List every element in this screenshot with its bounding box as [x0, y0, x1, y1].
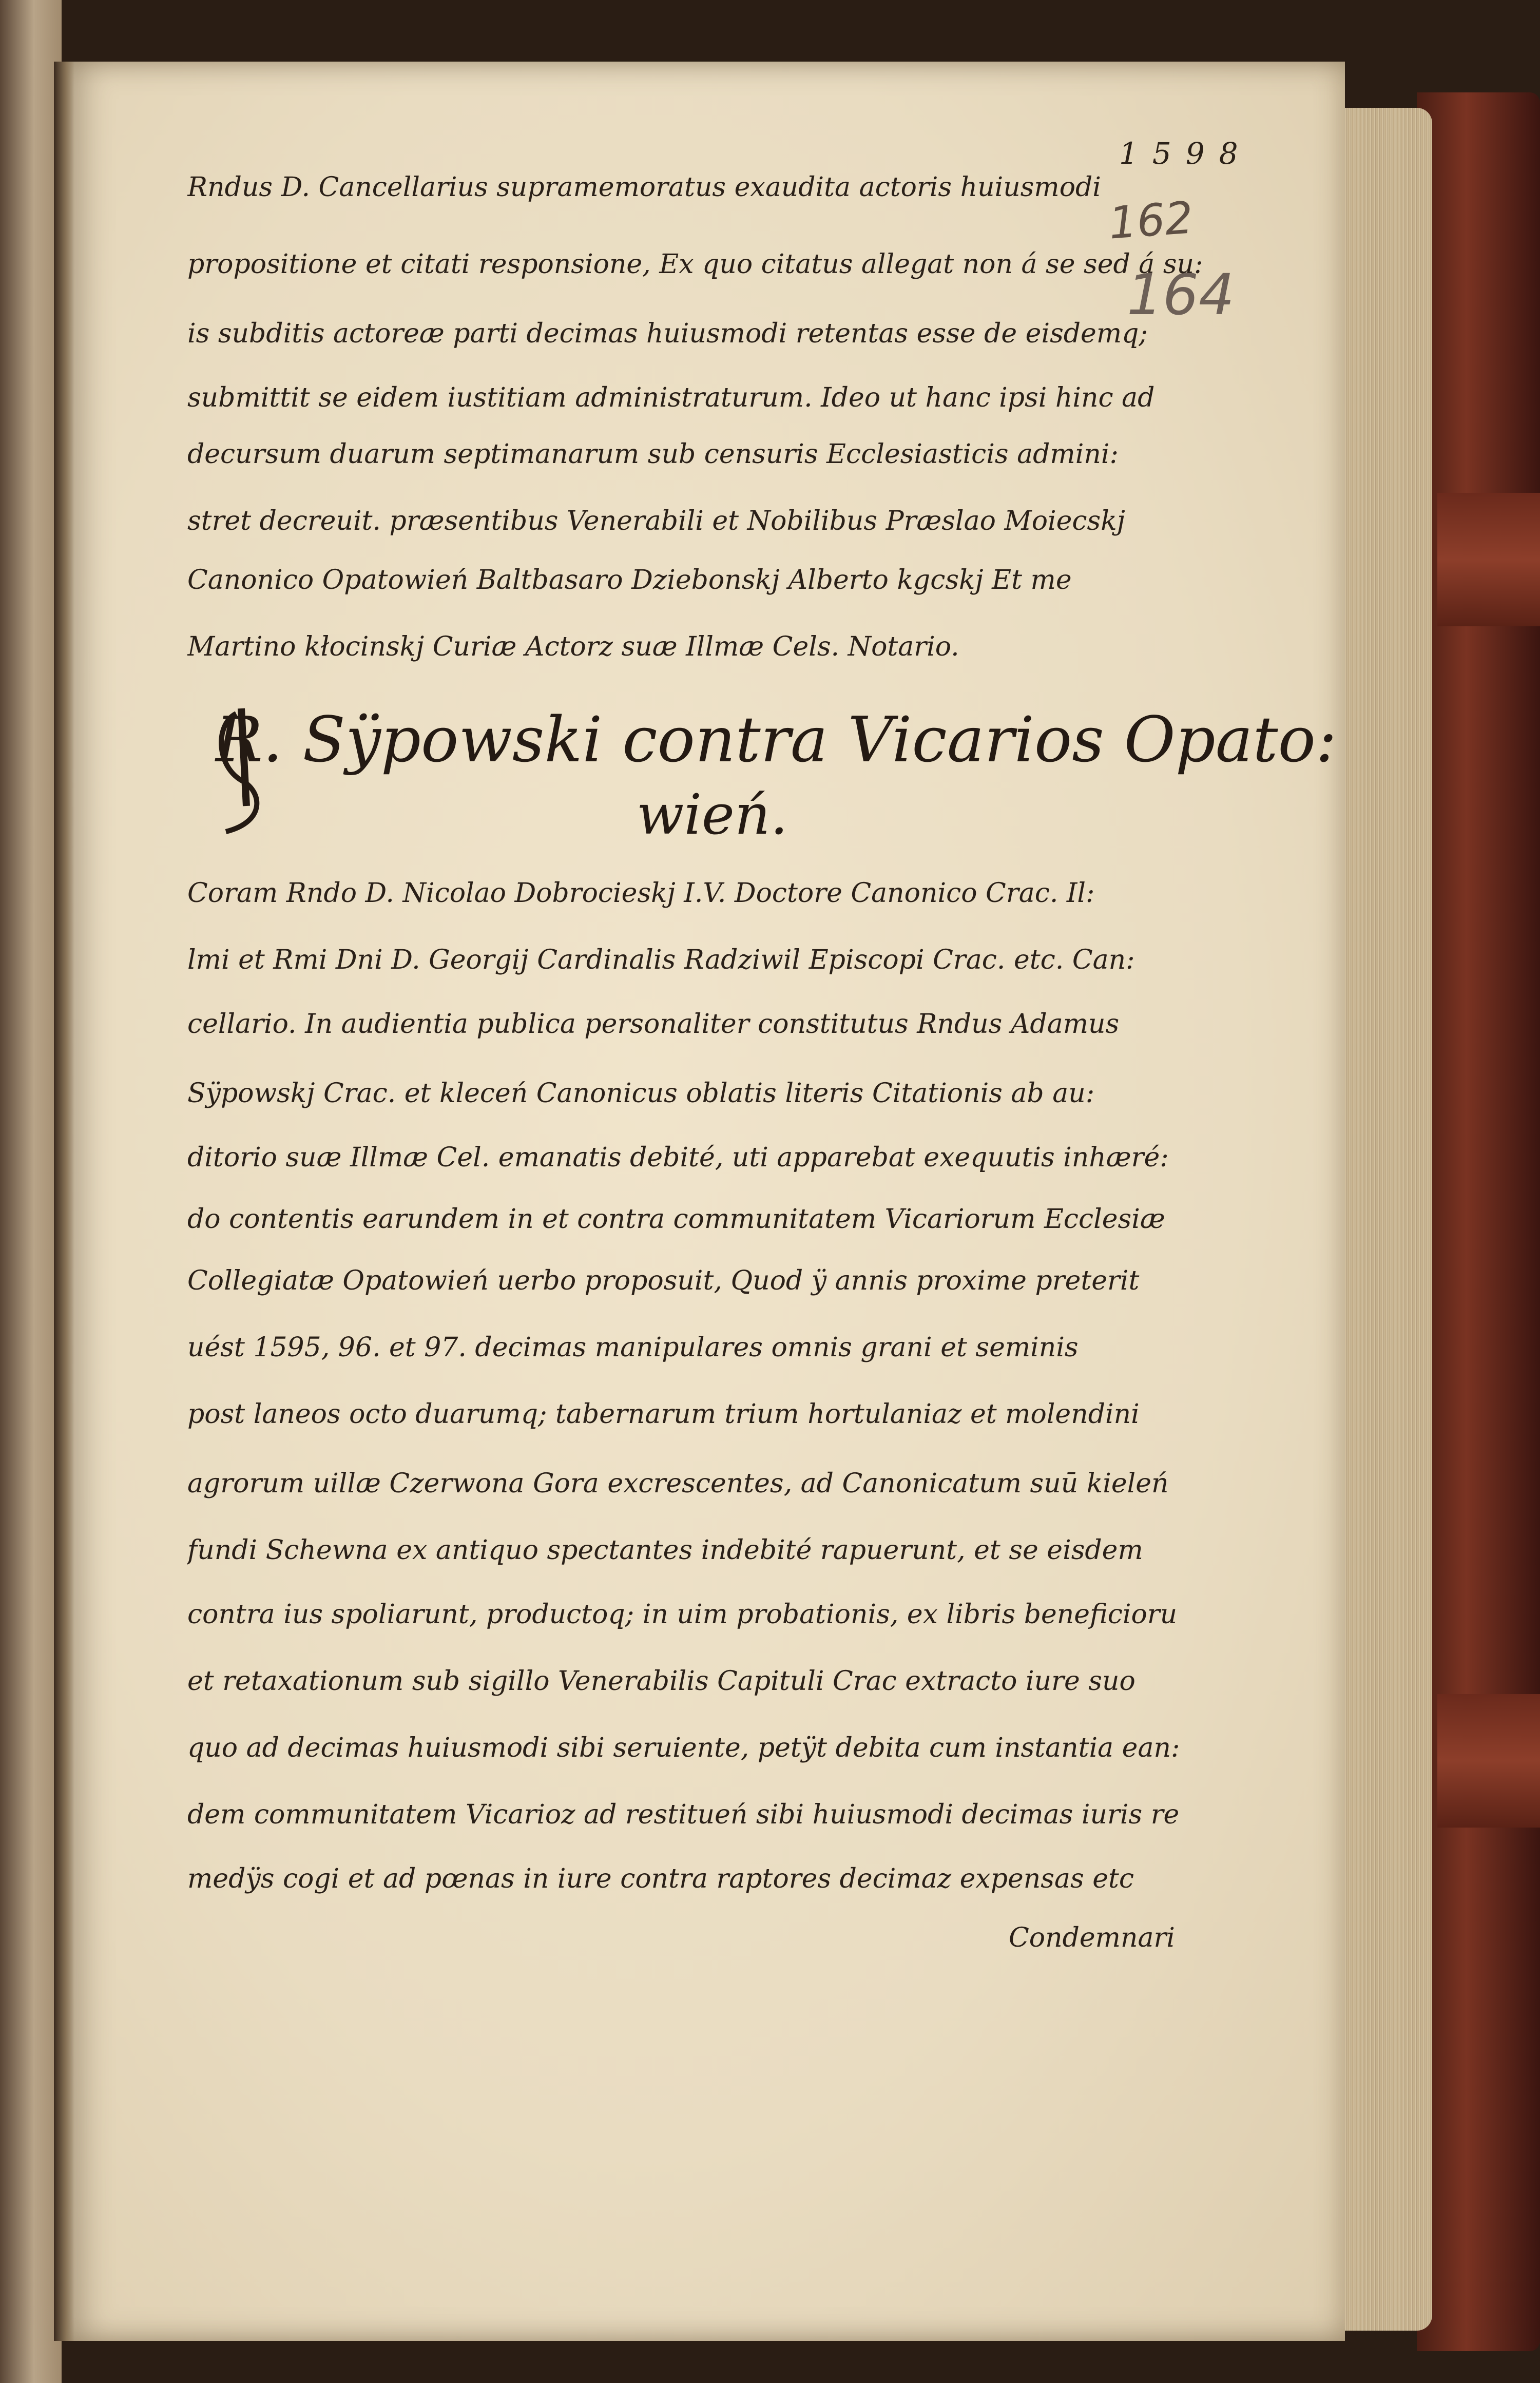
- folio-year: 1598: [1119, 136, 1253, 171]
- binding-strap-bottom: [1437, 1694, 1540, 1828]
- entry2-line: medÿs cogi et ad pœnas in iure contra raptores decimaz expensas etc: [187, 1863, 1134, 1894]
- entry1-line: stret decreuit. præsentibus Venerabili et Nobilibus Præslao Moiecskj: [187, 506, 1125, 536]
- entry1-line: Martino kłocinskj Curiæ Actorz suæ Illmæ Cels. Notario.: [187, 631, 959, 662]
- entry-heading-continuation: wień.: [637, 783, 788, 847]
- entry2-line: cellario. In audientia publica personaliter constitutus Rndus Adamus: [187, 1009, 1120, 1040]
- binding-strap-top: [1437, 493, 1540, 626]
- entry1-line: is subditis actoreæ parti decimas huiusmodi retentas esse de eisdemq;: [187, 318, 1148, 349]
- entry2-line: quo ad decimas huiusmodi sibi seruiente, petÿt debita cum instantia ean:: [187, 1733, 1180, 1763]
- page-gutter: [54, 62, 74, 2341]
- entry-heading: R. Sÿpowski contra Vicarios Opato:: [216, 703, 1337, 776]
- pencil-number-1: 162: [1107, 192, 1195, 249]
- entry1-line: submittit se eidem iustitiam administraturum. Ideo ut hanc ipsi hinc ad: [187, 382, 1155, 413]
- entry2-line: contra ius spoliarunt, productoq; in uim probationis, ex libris beneficioru: [187, 1599, 1178, 1630]
- entry2-line: dem communitatem Vicarioz ad restitueń sibi huiusmodi decimas iuris re: [187, 1799, 1180, 1830]
- entry2-line: uést 1595, 96. et 97. decimas manipulares omnis grani et seminis: [187, 1332, 1079, 1363]
- entry2-line: do contentis earundem in et contra communitatem Vicariorum Ecclesiæ: [187, 1204, 1165, 1235]
- catchword: Condemnari: [1009, 1923, 1175, 1953]
- entry2-line: ditorio suæ Illmæ Cel. emanatis debité, uti apparebat exequutis inhæré:: [187, 1142, 1169, 1173]
- entry2-line: fundi Schewna ex antiquo spectantes indebité rapuerunt, et se eisdem: [187, 1535, 1143, 1566]
- entry1-line: Canonico Opatowień Baltbasaro Dziebonskj Alberto kgcskj Et me: [187, 565, 1072, 595]
- pencil-number-2: 164: [1127, 262, 1235, 328]
- entry1-line: decursum duarum septimanarum sub censuris Ecclesiasticis admini:: [187, 439, 1119, 470]
- page-edges: [1335, 108, 1432, 2331]
- entry2-line: agrorum uillæ Czerwona Gora excrescentes, ad Canonicatum suū kieleń: [187, 1468, 1169, 1499]
- entry2-line: Coram Rndo D. Nicolao Dobrocieskj I.V. Doctore Canonico Crac. Il:: [187, 878, 1095, 909]
- entry1-line: propositione et citati responsione, Ex quo citatus allegat non á se sed á su:: [187, 249, 1203, 280]
- entry2-line: et retaxationum sub sigillo Venerabilis Capituli Crac extracto iure suo: [187, 1666, 1135, 1697]
- entry2-line: lmi et Rmi Dni D. Georgij Cardinalis Radziwil Episcopi Crac. etc. Can:: [187, 945, 1135, 975]
- entry2-line: post laneos octo duarumq; tabernarum trium hortulaniaz et molendini: [187, 1399, 1140, 1430]
- entry1-line: Rndus D. Cancellarius supramemoratus exaudita actoris huiusmodi: [187, 172, 1101, 203]
- entry2-line: Sÿpowskj Crac. et kleceń Canonicus oblatis literis Citationis ab au:: [187, 1078, 1095, 1109]
- left-page-edge: [0, 0, 62, 2383]
- entry2-line: Collegiatæ Opatowień uerbo proposuit, Quod ÿ annis proxime preterit: [187, 1265, 1140, 1296]
- book-binding: [1417, 92, 1540, 2351]
